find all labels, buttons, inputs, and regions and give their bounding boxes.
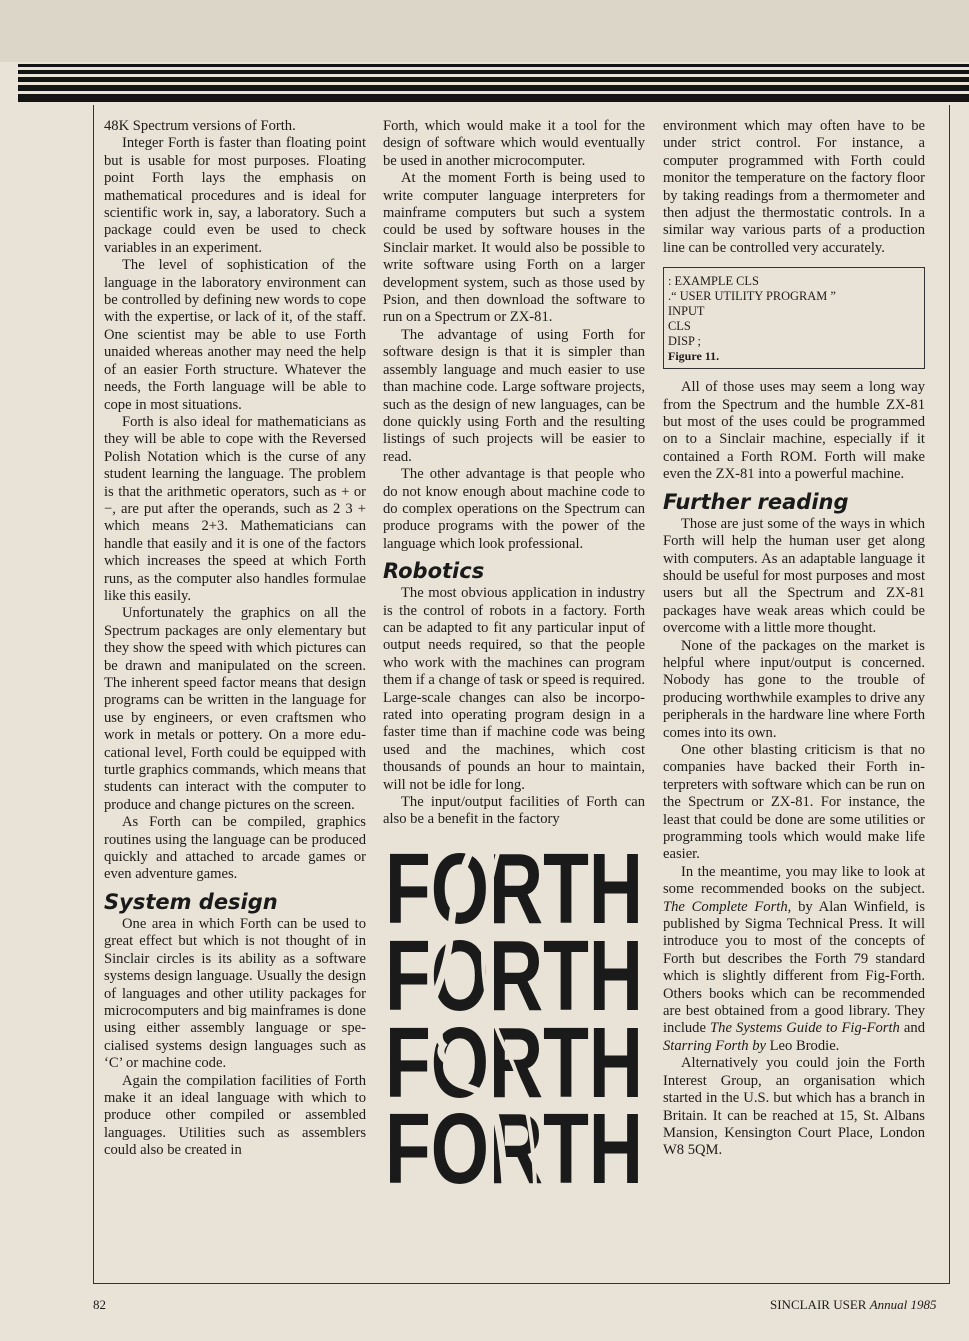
header-stripes [18, 64, 969, 106]
paragraph: Again the compilation facilities of Forth make it an ideal language with which to produce other compiled or assembled languages. Utilities such as assemblers could also be created in [104, 1072, 366, 1159]
book-title: Starring Forth by [663, 1037, 766, 1054]
code-line: INPUT [668, 304, 705, 319]
paragraph: Unfortunately the graphics on all the Spectrum packages are only elementary but they show the speed with which pictures can be drawn and manipulated on the screen. The inherent speed factor means that design programs can be written in the language for use by engineers, or even craftsmen who work in metals or pottery. On a more educational level, Forth could be equipped with turtle graphics commands, which means that students can interact with the computer to produce and change pictures on the screen. [104, 605, 366, 813]
code-line: .“ USER UTILITY PROGRAM ” [668, 289, 836, 304]
column-3 [663, 118, 925, 1160]
paragraph [663, 864, 925, 1055]
paragraph: Forth, which would make it a tool for the design of software which would eventually be used in another microcomputer. [383, 118, 645, 169]
code-line: DISP ; [668, 334, 701, 349]
forth-word-4: FORTH [385, 1092, 643, 1185]
text-run: and [899, 1020, 925, 1037]
paragraph: The level of sophistication of the language in the laboratory environment can be controlled by defining new words to cope with the expertise, or lack of it, of the staff. One scientist may be able to use Forth unaided whereas another may need the help of an easier Forth structure. Whatever the needs, the Forth language will be able to cope in most situations. [104, 257, 366, 413]
text-run: by Alan Winfield, is published by Sigma Technical Press. It will introduce you to most of the concepts of Forth but describes the Forth 79 standard which is slightly different from Fig-Forth. Others books which can be recommended are best obtained from a good library. They include [663, 898, 926, 1037]
book-title: The Systems Guide to Fig-Forth [710, 1020, 900, 1037]
column-2 [383, 118, 645, 1190]
code-line: CLS [668, 319, 691, 334]
paragraph: The input/output facilities of Forth can also be a benefit in the factory [383, 794, 645, 828]
text-run: In the meantime, you may like to look at some recommended books on the subject. [663, 863, 925, 898]
heading-system-design: System design [104, 889, 278, 914]
paragraph: None of the packages on the market is helpful where input/output is concerned. Nobody has gone to the trouble of producing worthwhile examples to drive any peripherals in the hardware line where Forth comes into its own. [663, 637, 925, 741]
heading-robotics: Robotics [383, 559, 485, 584]
paragraph: environment which may often have to be under strict control. For instance, a computer programmed with Forth could monitor the temperature on the factory floor by taking readings from a thermometer and then adjust the thermostatic controls. In a similar way various parts of a production line can be controlled very accurately. [663, 118, 925, 256]
page-number: 82 [93, 1297, 106, 1312]
paragraph: All of those uses may seem a long way from the Spectrum and the humble ZX-81 but most of the uses could be programmed on to a Sinclair machine, especially if it contained a Forth ROM. Forth will make even the ZX-81 into a powerful machine. [663, 379, 925, 483]
paragraph: As Forth can be compiled, graphics routines using the language can be produced quickly and attached to arcade games or even adventure games. [104, 814, 366, 883]
paragraph: Alternatively you could join the Forth Interest Group, an organisation which started in the U.S. but which has a branch in Britain. It can be reached at 15, St. Albans Mansion, Kensington Court Place, London W8 5QM. [663, 1055, 925, 1159]
text-run: Leo Brodie. [765, 1037, 840, 1054]
figure-11-code-listing [663, 267, 925, 369]
forth-word-1: FORTH [385, 834, 643, 945]
forth-word-3: FORTH [385, 1006, 643, 1119]
paragraph: The other advantage is that people who do not know enough about machine code to do complex operations on the Spectrum can produce programs with the power of the language which look professional. [383, 466, 645, 552]
issue-label: Annual 1985 [869, 1297, 937, 1312]
forth-word-2: FORTH [385, 919, 643, 1032]
column-1 [104, 118, 366, 1160]
paragraph: Forth is also ideal for mathematicians as they will be able to cope with the Reversed Polish Notation which is the curse of any student learning the language. The problem is that the arithmetic operators, such as + or −, are put after the operands, such as 2 3 + which means 2+3. Mathematicians can handle that easily and it is one of the factors which increases the speed at which Forth runs, as the computer also handles formulae like this easily. [104, 413, 366, 604]
figure-caption: Figure 11. [668, 349, 720, 364]
paragraph: 48K Spectrum versions of Forth. [104, 118, 296, 134]
heading-further-reading: Further reading [663, 489, 849, 514]
paragraph: One other blasting criticism is that no companies have backed their Forth interpreters with software which can be run on the Spectrum or ZX-81. For instance, the least that could be done are some utilities or programming tools which would make life easier. [663, 741, 925, 863]
paragraph: Integer Forth is faster than floating point but is usable for most purposes. Floating point Forth lays the emphasis on mathematical procedures and is ideal for scientific work in, say, a laboratory. Such a package could even be used to check variables in an experiment. [104, 135, 366, 256]
forth-illustration [383, 835, 645, 1185]
scan-top-margin [0, 0, 969, 62]
paragraph: Those are just some of the ways in which Forth will help the human user get along with computers. As an adaptable language it should be useful for most purposes and most users but all the Spectrum and ZX-81 packages have weak areas which could be overcome with a little more thought. [663, 515, 925, 637]
paragraph: The most obvious application in industry is the control of robots in a factory. Forth can be adapted to fit any particular input of output needs required, so that the people who work with the machines can program them if a change of task or speed is required. Large-scale changes can also be incorporated into operating program design in a faster time than if machine code was being used and the machines, which cost thousands of pounds an hour to maintain, will not be idle for long. [383, 585, 645, 793]
code-line: : EXAMPLE CLS [668, 274, 759, 289]
paragraph: The advantage of using Forth for software design is that it is simpler than assembly language and much easier to use than machine code. Large software projects, such as the design of new languages, can be done quickly using Forth and the resulting listings of such projects will be easier to read. [383, 326, 645, 465]
paragraph: One area in which Forth can be used to great effect but which is not thought of in Sinclair circles is its ability as a software systems design language. Usually the design of languages and other utility packages for microcomputers and big mainframes is done using either assembly language or specialised systems design languages such as ‘C’ or machine code. [104, 915, 366, 1072]
magazine-name: SINCLAIR USER [770, 1297, 867, 1312]
running-footer [770, 1297, 937, 1313]
paragraph: At the moment Forth is being used to write computer language interpreters for mainframe computers but such a system could be used by software houses in the Sinclair market. It would also be possible to write software using Forth on a larger development system, such as those used by Psion, and then download the software to run on a Spectrum or ZX-81. [383, 170, 645, 326]
book-title: The Complete Forth, [663, 898, 792, 915]
